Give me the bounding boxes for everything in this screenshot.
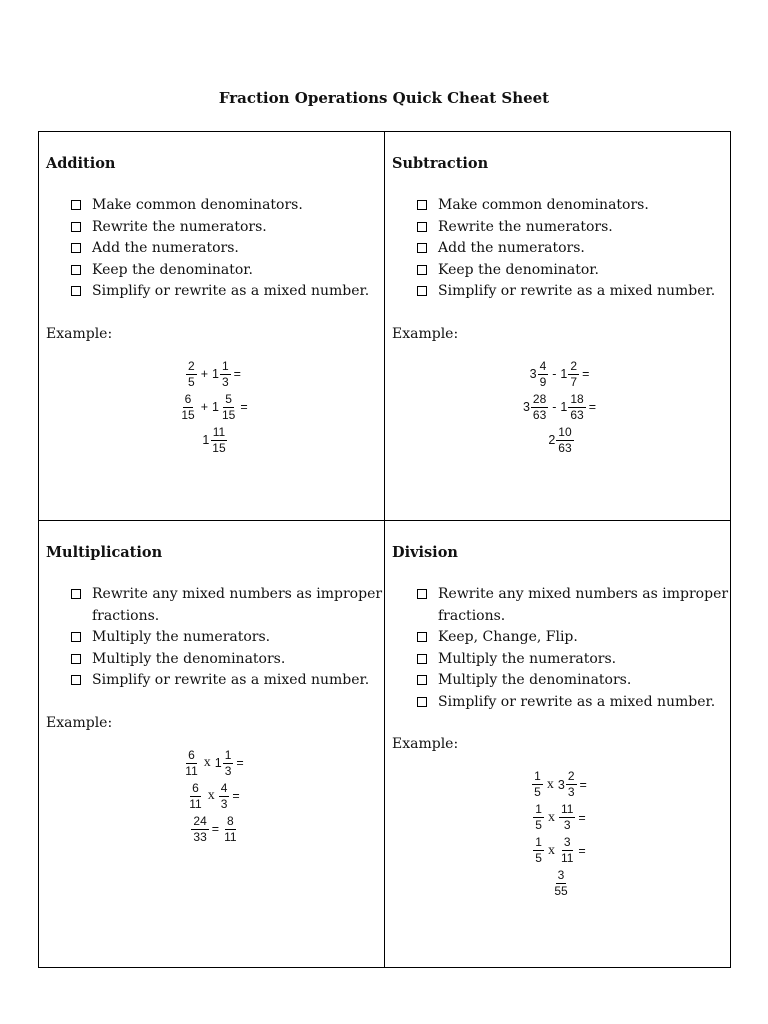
multiplication-example bbox=[46, 747, 384, 846]
fraction bbox=[538, 360, 549, 389]
fraction bbox=[533, 803, 544, 832]
numerator: 4 bbox=[539, 358, 547, 373]
checkbox-icon[interactable] bbox=[417, 654, 427, 664]
subtraction-step bbox=[415, 217, 730, 239]
fraction bbox=[186, 360, 197, 389]
operator: x bbox=[547, 842, 555, 858]
fraction bbox=[568, 393, 585, 422]
equals-sign: = bbox=[240, 400, 248, 414]
fraction bbox=[531, 393, 548, 422]
equals-sign: = bbox=[211, 822, 220, 836]
checkbox-icon[interactable] bbox=[417, 589, 427, 599]
division-step bbox=[415, 584, 730, 627]
checkbox-icon[interactable] bbox=[417, 265, 427, 275]
equation-line bbox=[187, 780, 242, 813]
division-step bbox=[415, 627, 730, 649]
fraction bbox=[179, 393, 196, 422]
denominator: 3 bbox=[224, 763, 232, 778]
subtraction-step bbox=[415, 195, 730, 217]
fraction bbox=[183, 749, 199, 778]
addition-step bbox=[69, 238, 384, 260]
step-text: Simplify or rewrite as a mixed number. bbox=[92, 672, 370, 688]
denominator: 9 bbox=[539, 374, 547, 389]
multiplication-example-label: Example: bbox=[46, 714, 113, 731]
equation-line bbox=[533, 834, 588, 867]
denominator: 3 bbox=[221, 374, 229, 389]
subtraction-section bbox=[385, 132, 730, 520]
equals-sign: = bbox=[578, 810, 586, 825]
whole-number: 2 bbox=[548, 433, 556, 447]
checkbox-icon[interactable] bbox=[71, 675, 81, 685]
numerator: 1 bbox=[534, 769, 541, 783]
numerator: 6 bbox=[184, 391, 192, 406]
multiplication-step bbox=[69, 649, 384, 671]
equation-line bbox=[530, 358, 593, 391]
equals-sign: = bbox=[582, 367, 590, 381]
denominator: 3 bbox=[563, 818, 571, 832]
checkbox-icon[interactable] bbox=[417, 222, 427, 232]
operator: - bbox=[552, 367, 557, 381]
fraction bbox=[223, 749, 234, 778]
whole-number: 1 bbox=[560, 367, 568, 381]
denominator: 11 bbox=[185, 763, 198, 778]
fraction bbox=[566, 770, 577, 799]
equals-sign: = bbox=[236, 756, 244, 770]
denominator: 63 bbox=[570, 407, 584, 422]
fraction bbox=[568, 360, 579, 389]
numerator: 11 bbox=[212, 424, 226, 439]
whole-number: 1 bbox=[212, 367, 219, 381]
checkbox-icon[interactable] bbox=[417, 697, 427, 707]
equation-line bbox=[523, 391, 599, 424]
numerator: 8 bbox=[226, 813, 234, 828]
checkbox-icon[interactable] bbox=[417, 286, 427, 296]
subtraction-example-label: Example: bbox=[392, 325, 459, 342]
denominator: 3 bbox=[567, 785, 575, 799]
equation-line bbox=[533, 801, 588, 834]
numerator: 18 bbox=[570, 391, 584, 406]
equation-line bbox=[548, 424, 573, 457]
denominator: 5 bbox=[535, 851, 542, 865]
cheat-sheet-grid bbox=[38, 131, 731, 968]
checkbox-icon[interactable] bbox=[71, 286, 81, 296]
checkbox-icon[interactable] bbox=[71, 200, 81, 210]
denominator: 11 bbox=[560, 851, 574, 865]
checkbox-icon[interactable] bbox=[417, 632, 427, 642]
denominator: 15 bbox=[221, 407, 236, 422]
denominator: 11 bbox=[224, 829, 237, 844]
fraction bbox=[220, 360, 231, 389]
numerator: 2 bbox=[567, 769, 575, 783]
operator: x bbox=[547, 809, 555, 825]
numerator: 28 bbox=[532, 391, 547, 406]
equals-sign: = bbox=[232, 789, 240, 803]
operator: - bbox=[552, 400, 557, 414]
numerator: 6 bbox=[188, 747, 195, 762]
step-text: Multiply the numerators. bbox=[92, 629, 271, 645]
step-text: Multiply the numerators. bbox=[438, 650, 617, 667]
subtraction-example bbox=[392, 358, 730, 457]
fraction bbox=[222, 815, 238, 844]
division-step bbox=[415, 649, 730, 671]
step-text: Make common denominators. bbox=[438, 197, 649, 213]
whole-number: 1 bbox=[560, 400, 568, 414]
whole-number: 3 bbox=[529, 367, 537, 381]
page-title: Fraction Operations Quick Cheat Sheet bbox=[218, 89, 550, 107]
checkbox-icon[interactable] bbox=[417, 200, 427, 210]
step-text: Rewrite any mixed numbers as improper fractions. bbox=[92, 586, 383, 624]
operator: + bbox=[200, 367, 209, 381]
equation-line bbox=[183, 747, 246, 780]
denominator: 15 bbox=[181, 407, 195, 422]
numerator: 11 bbox=[560, 802, 574, 816]
addition-example bbox=[46, 358, 384, 457]
multiplication-step bbox=[69, 627, 384, 649]
multiplication-steps bbox=[69, 584, 384, 692]
checkbox-icon[interactable] bbox=[71, 632, 81, 642]
checkbox-icon[interactable] bbox=[71, 654, 81, 664]
denominator: 7 bbox=[570, 374, 578, 389]
whole-number: 1 bbox=[214, 756, 222, 770]
fraction bbox=[559, 803, 575, 832]
operator: x bbox=[546, 776, 554, 792]
fraction bbox=[532, 770, 543, 799]
step-text: Keep the denominator. bbox=[438, 261, 599, 278]
fraction bbox=[220, 393, 237, 422]
numerator: 24 bbox=[193, 813, 207, 828]
fraction bbox=[210, 426, 227, 455]
multiplication-section bbox=[39, 521, 384, 967]
numerator: 3 bbox=[557, 868, 565, 882]
denominator: 5 bbox=[188, 374, 195, 389]
numerator: 5 bbox=[225, 391, 232, 406]
step-text: Simplify or rewrite as a mixed number. bbox=[92, 283, 370, 299]
fraction bbox=[552, 869, 569, 898]
division-heading: Division bbox=[392, 544, 458, 561]
equals-sign: = bbox=[578, 843, 586, 858]
equation-line bbox=[179, 391, 250, 424]
step-text: Simplify or rewrite as a mixed number. bbox=[438, 693, 716, 710]
denominator: 5 bbox=[535, 818, 542, 832]
addition-steps bbox=[69, 195, 384, 303]
equation-line bbox=[202, 424, 227, 457]
equals-sign: = bbox=[579, 777, 587, 792]
numerator: 2 bbox=[188, 358, 195, 373]
multiplication-step bbox=[69, 670, 384, 692]
denominator: 5 bbox=[534, 785, 541, 799]
addition-heading: Addition bbox=[46, 155, 116, 172]
checkbox-icon[interactable] bbox=[71, 265, 81, 275]
step-text: Simplify or rewrite as a mixed number. bbox=[438, 283, 716, 299]
subtraction-steps bbox=[415, 195, 730, 303]
whole-number: 3 bbox=[557, 777, 565, 792]
checkbox-icon[interactable] bbox=[417, 675, 427, 685]
fraction bbox=[187, 782, 203, 811]
numerator: 1 bbox=[535, 835, 542, 849]
fraction bbox=[191, 815, 208, 844]
operator: x bbox=[203, 755, 211, 770]
checkbox-icon[interactable] bbox=[417, 243, 427, 253]
division-example bbox=[392, 768, 730, 900]
whole-number: 1 bbox=[212, 400, 219, 414]
denominator: 11 bbox=[189, 796, 202, 811]
whole-number: 3 bbox=[522, 400, 530, 414]
denominator: 63 bbox=[558, 440, 572, 455]
step-text: Multiply the denominators. bbox=[438, 672, 632, 688]
numerator: 10 bbox=[558, 424, 572, 439]
division-steps bbox=[415, 584, 730, 713]
numerator: 4 bbox=[220, 780, 228, 795]
equals-sign: = bbox=[233, 367, 241, 381]
division-section bbox=[385, 521, 730, 967]
equation-line bbox=[532, 768, 590, 801]
fraction bbox=[219, 782, 230, 811]
step-text: Multiply the denominators. bbox=[92, 650, 286, 667]
step-text: Rewrite the numerators. bbox=[438, 218, 613, 235]
denominator: 33 bbox=[193, 829, 207, 844]
denominator: 63 bbox=[532, 407, 547, 422]
fraction bbox=[533, 836, 544, 865]
subtraction-step bbox=[415, 238, 730, 260]
whole-number: 1 bbox=[202, 433, 210, 447]
equation-line bbox=[552, 867, 569, 900]
checkbox-icon[interactable] bbox=[71, 589, 81, 599]
fraction bbox=[559, 836, 575, 865]
division-step bbox=[415, 670, 730, 692]
denominator: 3 bbox=[220, 796, 228, 811]
numerator: 1 bbox=[224, 747, 232, 762]
equals-sign: = bbox=[588, 400, 597, 414]
step-text: Keep the denominator. bbox=[92, 261, 253, 278]
fraction bbox=[556, 426, 573, 455]
equation-line bbox=[191, 813, 238, 846]
multiplication-heading: Multiplication bbox=[46, 544, 163, 561]
step-text: Rewrite any mixed numbers as improper fractions. bbox=[438, 586, 729, 624]
numerator: 3 bbox=[563, 835, 571, 849]
subtraction-step bbox=[415, 260, 730, 282]
numerator: 1 bbox=[221, 358, 229, 373]
step-text: Add the numerators. bbox=[92, 240, 239, 256]
step-text: Make common denominators. bbox=[92, 197, 303, 213]
operator: x bbox=[207, 788, 215, 803]
equation-line bbox=[186, 358, 244, 391]
step-text: Keep, Change, Flip. bbox=[438, 629, 578, 645]
checkbox-icon[interactable] bbox=[71, 243, 81, 253]
addition-example-label: Example: bbox=[46, 325, 113, 342]
subtraction-heading: Subtraction bbox=[392, 155, 489, 172]
addition-section bbox=[39, 132, 384, 520]
addition-step bbox=[69, 195, 384, 217]
operator: + bbox=[200, 400, 209, 414]
step-text: Rewrite the numerators. bbox=[92, 218, 267, 235]
division-example-label: Example: bbox=[392, 736, 459, 752]
division-step bbox=[415, 692, 730, 714]
step-text: Add the numerators. bbox=[438, 240, 585, 256]
addition-step bbox=[69, 260, 384, 282]
subtraction-step bbox=[415, 281, 730, 303]
numerator: 6 bbox=[192, 780, 199, 795]
checkbox-icon[interactable] bbox=[71, 222, 81, 232]
numerator: 1 bbox=[535, 802, 542, 816]
multiplication-step bbox=[69, 584, 384, 627]
numerator: 2 bbox=[570, 358, 578, 373]
denominator: 15 bbox=[212, 440, 226, 455]
addition-step bbox=[69, 217, 384, 239]
addition-step bbox=[69, 281, 384, 303]
denominator: 55 bbox=[554, 884, 568, 898]
